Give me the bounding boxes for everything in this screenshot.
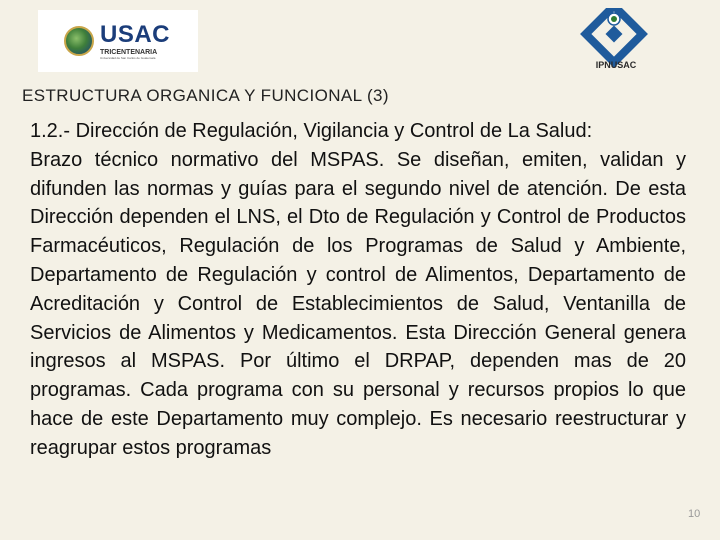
section-body: Brazo técnico normativo del MSPAS. Se diseñan, emiten, validan y difunden las normas y guías para el segundo nivel de atención. De esta Dirección dependen el LNS, el Dto de Regulación y Control de Productos Farmacéuticos, Regulación de los Programas de Salud y Ambiente, Departamento de Regulación y control de Alimentos, Departamento de Acreditación y Control de Establecimientos de Salud, Ventanilla de Servicios de Alimentos y Medicamentos. Esta Dirección General genera ingresos al MSPAS. Por último el DRPAP, dependen mas de 20 programas. Cada programa con su personal y recursos propios lo que hace de este Departamento muy complejo. Es necesario reestructurar y reagrupar estos programas — [30, 148, 686, 459]
usac-logo-name: USAC — [100, 20, 171, 48]
ipnusac-logo-label: IPNUSAC — [595, 60, 637, 70]
usac-logo-tagline: Universidad de San Carlos de Guatemala — [100, 55, 156, 60]
usac-seal-icon — [64, 26, 94, 56]
usac-logo-subtitle: TRICENTENARIA — [100, 48, 158, 56]
body-paragraph — [30, 117, 686, 463]
usac-logo — [38, 10, 198, 72]
section-heading: 1.2.- Dirección de Regulación, Vigilancia y Control de La Salud: — [30, 120, 593, 142]
page-number: 10 — [688, 508, 701, 520]
slide-title: ESTRUCTURA ORGANICA Y FUNCIONAL (3) — [22, 86, 389, 105]
